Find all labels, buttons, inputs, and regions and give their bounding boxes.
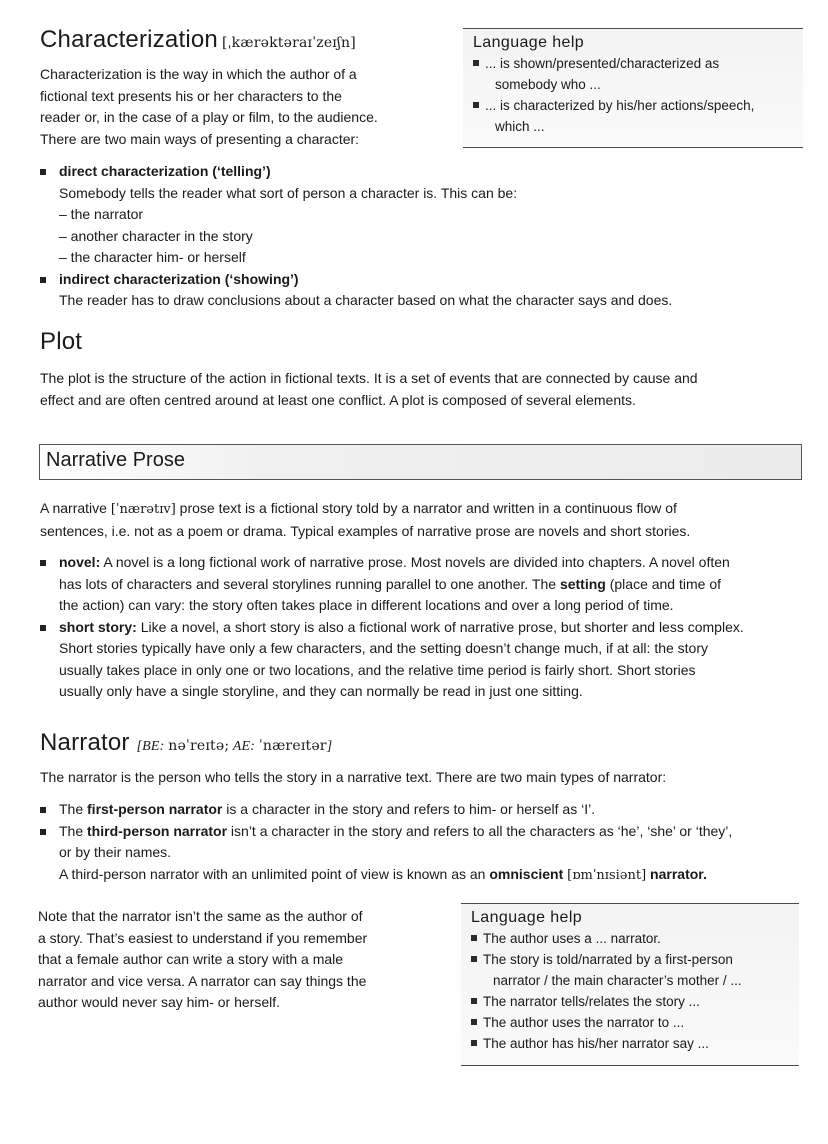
novel-text: (place and time of [609,575,722,592]
characterization-ipa: [ˌkærəktəraɪˈzeɪʃn] [221,35,356,51]
narrative-prose-title: Narrative Prose [46,449,185,471]
narrator-types-list [38,799,813,886]
novel-item [38,552,813,574]
first-person-term: first-person narrator [87,801,223,817]
language-help-box-narrator [461,903,799,1066]
characterization-title: Characterization [40,26,218,53]
bullet-square-icon [471,1019,477,1025]
language-help-title: Language help [473,34,585,51]
language-help-item [471,1033,789,1054]
plot-line: The plot is the structure of the action in fictional texts. It is a set of events that are connected by cause and [40,370,698,386]
bullet-square-icon [40,169,46,175]
third-person-item [38,821,813,843]
narrator-term: narrator. [650,865,707,882]
lh-text-cont: narrator / the main character’s mother / ... [493,973,742,988]
lh-text: The author has his/her narrator say ... [483,1036,709,1051]
note-line: author would never say him- or herself. [38,994,280,1010]
third-person-term: third-person narrator [87,822,228,839]
characterization-intro [40,64,440,150]
np-text: The [59,822,84,839]
narrator-heading [40,729,332,757]
short-story-line: Short stories typically have only a few characters, and the setting doesn’t change much, if at all: the story [59,640,709,656]
direct-sub: – the character him- or herself [59,249,246,265]
novel-line [38,574,813,596]
intro-line: reader or, in the case of a play or film, to the audience. [40,109,378,125]
language-help-item [471,991,789,1012]
indirect-desc: The reader has to draw conclusions about a character based on what the character says and does. [59,292,673,308]
lh-text: ... is shown/presented/characterized as [485,56,720,71]
first-person-item [38,799,813,821]
narrator-title: Narrator [40,729,130,756]
np-text: The [59,801,84,817]
np-text: prose text is a fictional story told by a narrator and written in a continuous flow of [179,500,677,516]
third-person-line: or by their names. [59,844,172,860]
bullet-square-icon [471,935,477,941]
novel-text: A novel is a long fictional work of narrative prose. Most novels are divided into chapters. A novel often [103,554,730,570]
note-line: narrator and vice versa. A narrator can say things the [38,972,367,989]
note-line: a story. That’s easiest to understand if you remember [38,929,368,946]
narrator-intro: The narrator is the person who tells the story in a narrative text. There are two main types of narrator: [40,769,667,785]
omniscient-line [38,864,813,887]
direct-characterization-item [38,161,808,183]
np-text: A third-person narrator with an unlimited point of view is known as an [59,865,486,882]
language-help-item [471,1012,789,1033]
short-story-text: Like a novel, a short story is also a fictional work of narrative prose, but shorter and less complex. [140,618,744,635]
setting-term: setting [559,575,606,592]
lh-text-cont: somebody who ... [495,77,601,92]
omniscient-ipa: [ɒmˈnɪsiənt] [567,867,647,883]
bullet-square-icon [471,1040,477,1046]
narrative-prose-intro [40,498,810,542]
indirect-label: indirect characterization (‘showing’) [59,270,299,287]
bullet-square-icon [40,625,46,631]
novel-term: novel: [59,554,101,570]
short-story-item [38,617,813,639]
bullet-square-icon [471,998,477,1004]
novel-line: the action) can vary: the story often takes place in different locations and over a long period of time. [59,597,674,613]
lh-text: The author uses the narrator to ... [483,1015,685,1030]
intro-line: fictional text presents his or her characters to the [40,87,342,104]
characterization-heading [40,26,356,54]
language-help-item [471,928,789,949]
np-ipa: [ˈnærətɪv] [110,502,176,517]
bullet-square-icon [40,829,46,835]
narrator-note [38,906,443,1014]
bullet-square-icon [471,956,477,962]
ipa-label: BE: [142,739,165,754]
lh-text: ... is characterized by his/her actions/speech, [485,98,755,113]
intro-line: There are two main ways of presenting a character: [40,130,360,147]
np-intro-line: sentences, i.e. not as a poem or drama. Typical examples of narrative prose are novels and short stories. [40,522,691,539]
direct-desc: Somebody tells the reader what sort of person a character is. This can be: [59,184,518,201]
language-help-item [471,949,789,970]
plot-title: Plot [40,328,83,355]
bullet-square-icon [40,277,46,283]
np-text: A narrative [40,500,107,516]
plot-body [40,368,810,411]
bullet-square-icon [473,60,479,66]
language-help-item [473,95,793,116]
lh-text: The story is told/narrated by a first-person [483,952,733,967]
bullet-square-icon [473,102,479,108]
narrative-prose-list [38,552,813,703]
bullet-square-icon [40,560,46,566]
direct-label: direct characterization (‘telling’) [59,163,271,179]
lh-text: The author uses a ... narrator. [483,931,661,946]
direct-sub: – the narrator [59,206,144,222]
narrative-prose-heading-bar [39,444,802,480]
np-text: is a character in the story and refers to him- or herself as ‘I’. [226,801,596,817]
note-line: Note that the narrator isn’t the same as the author of [38,908,363,924]
ipa-label: AE: [232,739,256,754]
lh-text: The narrator tells/relates the story ... [483,994,700,1009]
short-story-term: short story: [59,618,137,635]
short-story-line: usually takes place in only one or two locations, and the relative time period is fairly short. Short stories [59,661,696,678]
indirect-characterization-item [38,269,808,291]
characterization-types-list [38,161,808,312]
lh-text-cont: which ... [495,119,545,134]
short-story-line: usually only have a single storyline, and they can normally be read in just one sitting. [59,683,583,699]
plot-line: effect and are often centred around at least one conflict. A plot is composed of several elements. [40,391,636,408]
direct-sub: – another character in the story [59,227,253,244]
language-help-item [473,53,793,74]
language-help-box-characterization [463,28,803,148]
omniscient-term: omniscient [489,865,564,882]
novel-text: has lots of characters and several storylines running parallel to one another. The [59,575,557,592]
ipa-ae: ˈnæreɪtər [258,738,327,754]
note-line: that a female author can write a story with a male [38,951,344,967]
narrator-ipa: [BE: nəˈreɪtə; AE: ˈnæreɪtər] [136,738,333,754]
bullet-square-icon [40,807,46,813]
language-help-title: Language help [471,909,583,926]
intro-line: Characterization is the way in which the author of a [40,66,357,82]
np-intro-line [40,498,810,521]
ipa-be: nəˈreɪtə; [168,738,230,754]
np-text: isn’t a character in the story and refers to all the characters as ‘he’, ‘she’ or ‘they’, [230,822,733,839]
